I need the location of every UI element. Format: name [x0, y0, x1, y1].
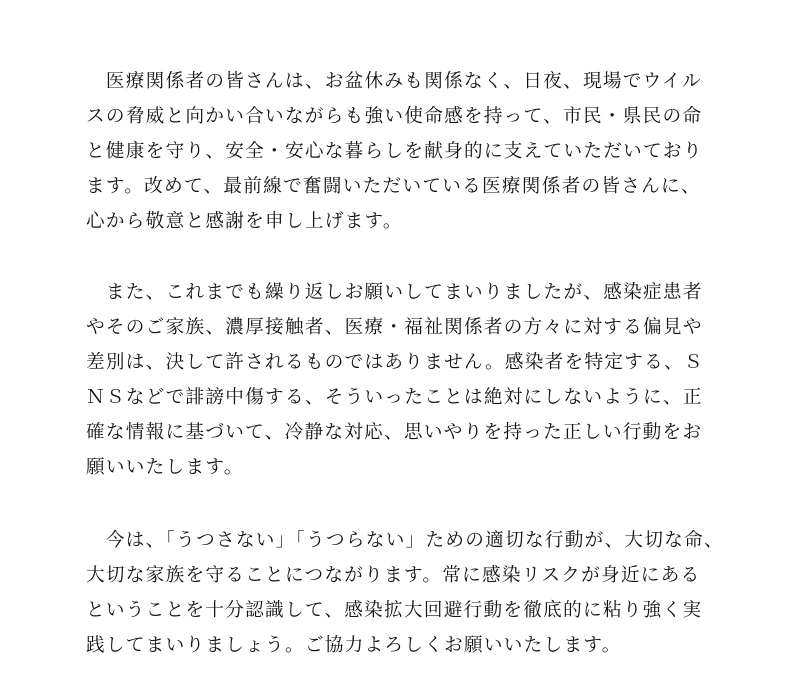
paragraph-healthcare-workers — [86, 64, 726, 239]
text-line: 医療関係者の皆さんは、お盆休みも関係なく、日夜、現場でウイル — [86, 71, 702, 92]
text-line: 大切な家族を守ることにつながります。常に感染リスクが身近にある — [86, 565, 701, 586]
text-line: 願いいたします。 — [86, 457, 244, 478]
text-line: 確な情報に基づいて、冷静な対応、思いやりを持った正しい行動をお — [86, 422, 703, 443]
text-line: と健康を守り、安全・安心な暮らしを献身的に支えていただいており — [86, 141, 703, 162]
text-line: スの脅威と向かい合いながらも強い使命感を持って、市民・県民の命 — [86, 106, 703, 127]
document-body — [86, 64, 726, 663]
text-line: 心から敬意と感謝を申し上げます。 — [86, 211, 403, 232]
text-line: やそのご家族、濃厚接触者、医療・福祉関係者の方々に対する偏見や — [86, 317, 703, 338]
text-line: ということを十分認識して、感染拡大回避行動を徹底的に粘り強く実 — [86, 600, 703, 621]
text-line: また、これまでも繰り返しお願いしてまいりましたが、感染症患者 — [86, 282, 703, 303]
text-line: ます。改めて、最前線で奮闘いただいている医療関係者の皆さんに、 — [86, 176, 701, 197]
text-line: 差別は、決して許されるものではありません。感染者を特定する、Ｓ — [86, 352, 704, 373]
text-line: 今は、「うつさない」「うつらない」ための適切な行動が、大切な命、 — [86, 530, 724, 551]
paragraph-prevention — [86, 523, 726, 663]
text-line: ＮＳなどで誹謗中傷する、そういったことは絶対にしないように、正 — [86, 387, 703, 408]
paragraph-discrimination — [86, 275, 726, 485]
text-line: 践してまいりましょう。ご協力よろしくお願いいたします。 — [86, 635, 622, 656]
